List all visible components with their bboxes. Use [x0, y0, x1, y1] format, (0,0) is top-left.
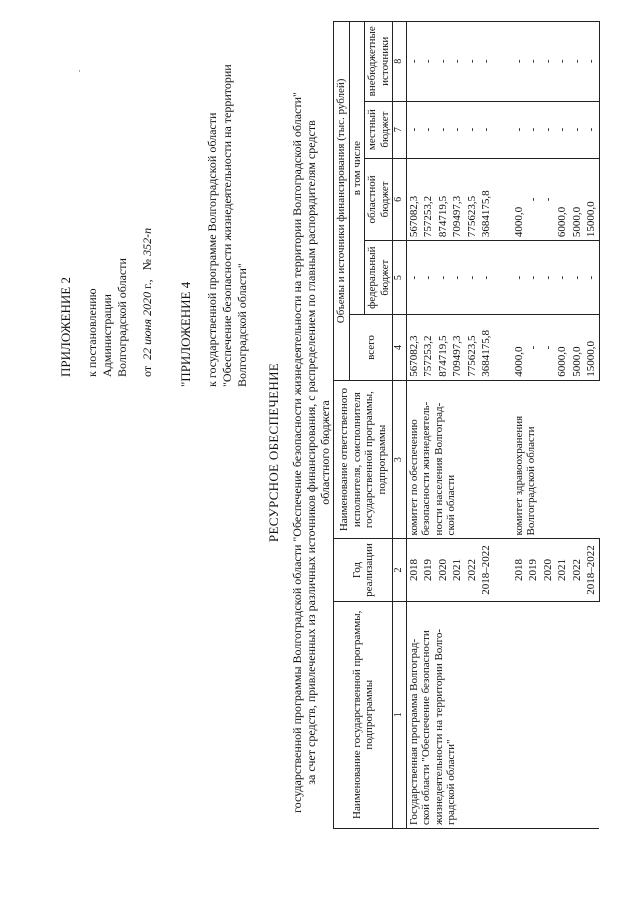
regional-cell: 757253,2 [421, 158, 436, 241]
executor-cell [406, 380, 494, 539]
approval-date: от 22 июня 2020 г., № 352-п [140, 227, 154, 377]
appendix4-title: "ПРИЛОЖЕНИЕ 4 [178, 281, 193, 387]
executor-line: комитет здравоохранения [512, 415, 525, 536]
federal-cell: - [512, 241, 527, 315]
year-cell: 2018 [406, 539, 421, 601]
column-number: 3 [393, 380, 407, 539]
local-cell: - [541, 101, 556, 158]
federal-cell: - [555, 241, 570, 315]
total-cell: 6000,0 [555, 315, 570, 381]
regional-cell: 709497,3 [450, 158, 465, 241]
local-cell: - [570, 101, 585, 158]
local-cell: - [421, 101, 436, 158]
executor-line: безопасности жизнедеятель- [420, 401, 432, 536]
header-line: Администрации [100, 294, 114, 377]
local-cell: - [555, 101, 570, 158]
appendix4-line: Волгоградской области" [235, 263, 249, 387]
header-total: всего [349, 315, 393, 381]
program-name-line: жизнедеятельности на территории Волго- [432, 628, 445, 825]
year-cell: 2018 [512, 539, 527, 601]
offbudget-cell: - [421, 22, 436, 102]
offbudget-cell: - [479, 22, 494, 102]
header-line: Волгоградской области [115, 258, 129, 377]
federal-cell: - [570, 241, 585, 315]
local-cell: - [450, 101, 465, 158]
header-regional: областной бюджет [365, 158, 393, 241]
federal-cell: - [526, 241, 541, 315]
federal-cell: - [450, 241, 465, 315]
regional-cell: - [526, 158, 541, 241]
scan-mark: . [73, 70, 82, 72]
header-including: в том числе [349, 22, 365, 315]
offbudget-cell: - [512, 22, 527, 102]
column-number: 8 [393, 22, 407, 102]
resource-table [333, 21, 600, 829]
program-name-line: градской области" [445, 739, 457, 825]
local-cell: - [512, 101, 527, 158]
executor-cell [512, 380, 600, 539]
federal-cell: - [584, 241, 599, 315]
executor-line: Волгоградской области [525, 426, 537, 536]
column-number: 1 [393, 601, 407, 828]
appendix4-line: к государственной программе Волгоградской области [205, 112, 219, 387]
local-cell: - [436, 101, 451, 158]
total-cell: 567082,3 [406, 315, 421, 381]
header-local: местный бюджет [365, 101, 393, 158]
regional-cell: 3684175,8 [479, 158, 494, 241]
offbudget-cell: - [526, 22, 541, 102]
description-line: государственной программы Волгоградской области "Обеспечение безопасности жизнедеятельности на территории Волгоградской области" [290, 92, 304, 813]
year-cell: 2018–2022 [479, 539, 494, 601]
column-number: 4 [393, 315, 407, 381]
header-line: к постановлению [85, 288, 99, 377]
regional-cell: 5000,0 [570, 158, 585, 241]
executor-line: ности населения Волгоград- [432, 402, 445, 536]
total-cell: 775623,5 [465, 315, 480, 381]
executor-line: комитет по обеспечению [407, 419, 420, 536]
column-number: 5 [393, 241, 407, 315]
offbudget-cell: - [465, 22, 480, 102]
total-cell: - [526, 315, 541, 381]
regional-cell: 4000,0 [512, 158, 527, 241]
year-cell: 2020 [541, 539, 556, 601]
header-federal: федеральный бюджет [365, 241, 393, 315]
table-row [406, 22, 421, 829]
regional-cell: - [541, 158, 556, 241]
description-line: за счет средств, привлеченных из различных источников финансирования, с распределением по главным распорядителям средств [304, 120, 318, 785]
page-title: РЕСУРСНОЕ ОБЕСПЕЧЕНИЕ [266, 362, 281, 543]
approval-header [58, 228, 155, 377]
total-cell: 3684175,8 [479, 315, 494, 381]
year-cell: 2019 [421, 539, 436, 601]
federal-cell: - [421, 241, 436, 315]
local-cell: - [479, 101, 494, 158]
date-month-year: июня 2020 [140, 291, 154, 345]
header-offbudget: внебюджетные источники [365, 22, 393, 102]
total-cell: 15000,0 [584, 315, 599, 381]
offbudget-cell: - [436, 22, 451, 102]
date-day: 22 [140, 347, 154, 360]
federal-cell: - [465, 241, 480, 315]
executor-line: ской области [445, 474, 457, 536]
header-program-name: Наименование государственной программы, подпрограммы [334, 601, 393, 828]
federal-cell: - [541, 241, 556, 315]
offbudget-cell: - [406, 22, 421, 102]
year-cell: 2018–2022 [584, 539, 599, 601]
offbudget-cell: - [570, 22, 585, 102]
offbudget-cell: - [541, 22, 556, 102]
regional-cell: 15000,0 [584, 158, 599, 241]
offbudget-cell: - [450, 22, 465, 102]
document-number: 352-п [140, 227, 154, 256]
appendix4-line: "Обеспечение безопасности жизнедеятельности на территории [220, 64, 234, 387]
local-cell: - [465, 101, 480, 158]
federal-cell: - [406, 241, 421, 315]
header-volumes: Объемы и источники финансирования (тыс. рублей) [334, 22, 350, 381]
year-cell: 2021 [450, 539, 465, 601]
total-cell: 4000,0 [512, 315, 527, 381]
program-name-cell [406, 601, 599, 828]
program-name-line: ской области "Обеспечение безопасности [420, 630, 432, 825]
federal-cell: - [436, 241, 451, 315]
local-cell: - [584, 101, 599, 158]
regional-cell: 874719,5 [436, 158, 451, 241]
total-cell: 757253,2 [421, 315, 436, 381]
header-year: Год реализации [334, 539, 393, 601]
year-cell: 2021 [555, 539, 570, 601]
year-cell: 2019 [526, 539, 541, 601]
total-cell: 5000,0 [570, 315, 585, 381]
offbudget-cell: - [584, 22, 599, 102]
header-executor: Наименование ответственного исполнителя, соисполнителя государственной программы, подпрограммы [334, 380, 393, 539]
regional-cell: 567082,3 [406, 158, 421, 241]
appendix4-block [178, 64, 250, 387]
program-name-line: Государственная программа Волгоград- [407, 638, 420, 825]
column-number: 6 [393, 158, 407, 241]
total-cell: 874719,5 [436, 315, 451, 381]
regional-cell: 775623,5 [465, 158, 480, 241]
total-cell: - [541, 315, 556, 381]
regional-cell: 6000,0 [555, 158, 570, 241]
year-cell: 2022 [465, 539, 480, 601]
federal-cell: - [479, 241, 494, 315]
total-cell: 709497,3 [450, 315, 465, 381]
column-number: 2 [393, 539, 407, 601]
year-cell: 2020 [436, 539, 451, 601]
local-cell: - [526, 101, 541, 158]
description-line: областного бюджета [318, 400, 332, 505]
column-number: 7 [393, 101, 407, 158]
local-cell: - [406, 101, 421, 158]
appendix-label: ПРИЛОЖЕНИЕ 2 [58, 277, 73, 377]
year-cell: 2022 [570, 539, 585, 601]
offbudget-cell: - [555, 22, 570, 102]
